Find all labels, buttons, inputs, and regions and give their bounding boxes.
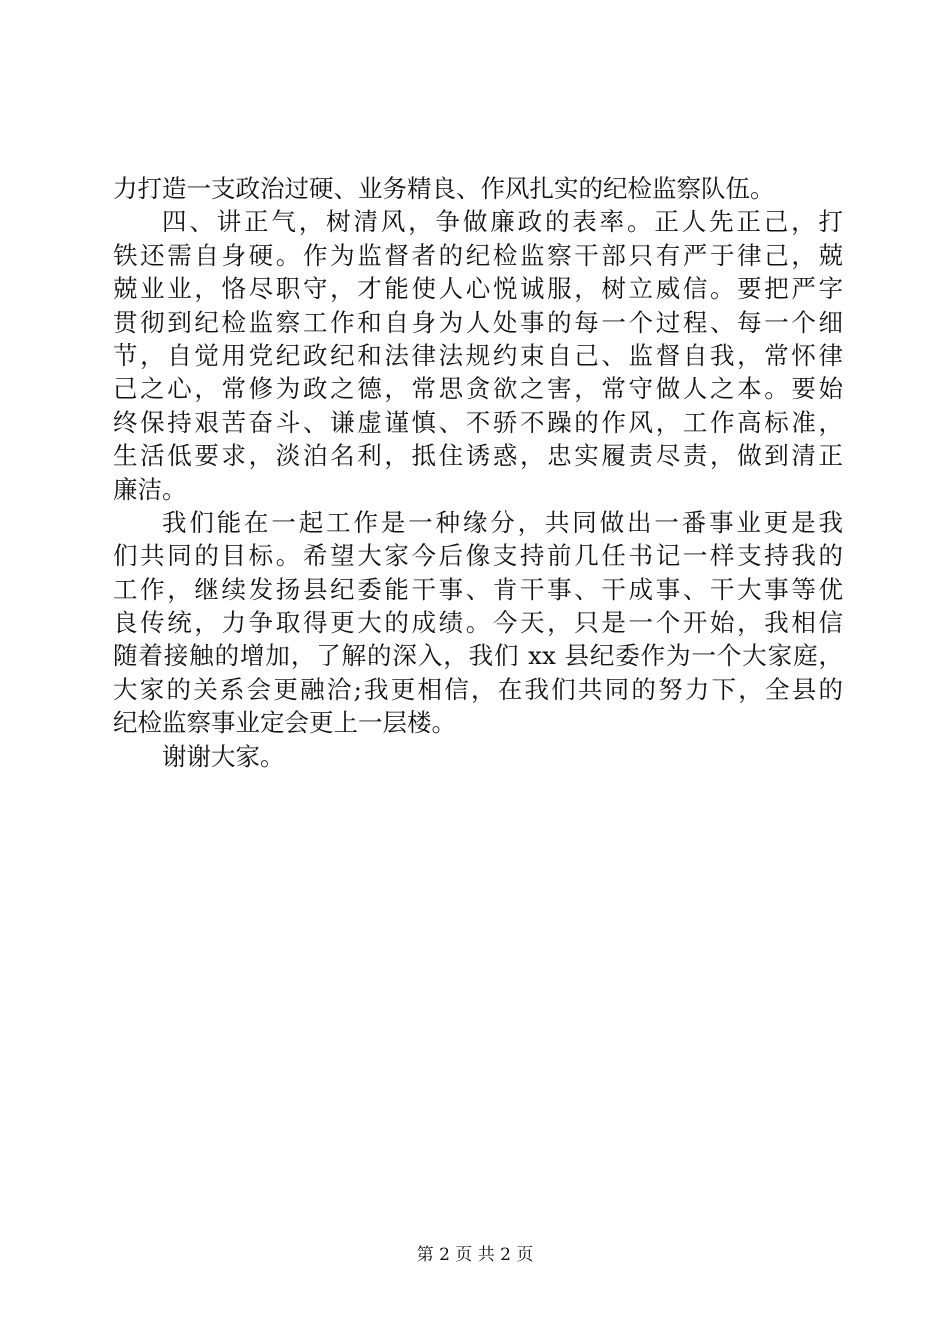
paragraph-line: 兢业业，恪尽职守，才能使人心悦诚服，树立威信。要把严字: [113, 274, 843, 304]
paragraph-line: 廉洁。: [113, 474, 187, 504]
paragraph-line: 四、讲正气，树清风，争做廉政的表率。正人先正己，打: [162, 207, 843, 237]
page-number-footer: 第 2 页 共 2 页: [416, 1245, 534, 1265]
paragraph-line: 力打造一支政治过硬、业务精良、作风扎实的纪检监察队伍。: [113, 174, 775, 203]
paragraph-line: 工作，继续发扬县纪委能干事、肯干事、干成事、干大事等优: [113, 574, 843, 604]
paragraph-line: 铁还需自身硬。作为监督者的纪检监察干部只有严于律己，兢: [113, 240, 843, 270]
paragraph-line: 我们能在一起工作是一种缘分，共同做出一番事业更是我: [162, 507, 843, 537]
paragraph-line: 终保持艰苦奋斗、谦虚谨慎、不骄不躁的作风，工作高标准，: [113, 407, 843, 437]
paragraph-line: 己之心，常修为政之德，常思贪欲之害，常守做人之本。要始: [113, 374, 843, 404]
paragraph-line: 随着接触的增加，了解的深入，我们 xx 县纪委作为一个大家庭，: [113, 641, 843, 671]
paragraph-line: 良传统，力争取得更大的成绩。今天，只是一个开始，我相信: [113, 608, 843, 638]
paragraph-line: 大家的关系会更融洽;我更相信，在我们共同的努力下，全县的: [113, 674, 843, 704]
paragraph-line: 节，自觉用党纪政纪和法律法规约束自己、监督自我，常怀律: [113, 340, 843, 370]
paragraph-line: 们共同的目标。希望大家今后像支持前几任书记一样支持我的: [113, 541, 843, 571]
document-body: [113, 172, 843, 773]
paragraph-line: 贯彻到纪检监察工作和自身为人处事的每一个过程、每一个细: [113, 307, 843, 337]
paragraph-line: 谢谢大家。: [162, 741, 285, 771]
paragraph-line: 生活低要求，淡泊名利，抵住诱惑，忠实履责尽责，做到清正: [113, 441, 843, 471]
paragraph-line: 纪检监察事业定会更上一层楼。: [113, 708, 456, 738]
